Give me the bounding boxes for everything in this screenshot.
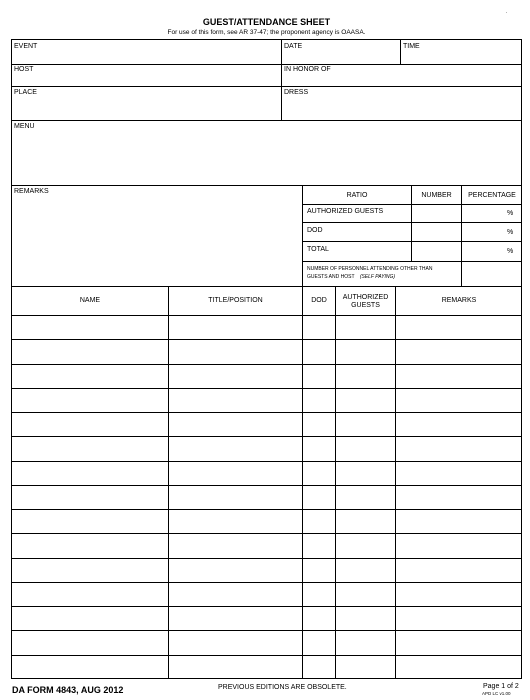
form-title: GUEST/ATTENDANCE SHEET [202,17,331,27]
name-cell[interactable] [12,389,168,412]
title-position-cell[interactable] [169,631,302,654]
remarks-cell[interactable] [396,462,521,485]
remarks-cell[interactable] [396,607,521,630]
authorized-guests-cell[interactable] [336,437,395,460]
title-position-cell[interactable] [169,534,302,557]
name-cell[interactable] [12,365,168,388]
dod-cell[interactable] [303,462,335,485]
dod-ratio-label: DOD [307,227,323,234]
dod-cell[interactable] [303,607,335,630]
authorized-guests-cell[interactable] [336,413,395,436]
remarks-cell[interactable] [396,656,521,679]
name-cell[interactable] [12,510,168,533]
name-column-header: NAME [79,297,101,304]
authorized-header-line: AUTHORIZED [342,294,389,301]
percentage-header: PERCENTAGE [468,192,516,199]
name-cell[interactable] [12,437,168,460]
dod-cell[interactable] [303,583,335,606]
dod-cell[interactable] [303,316,335,339]
authorized-guests-cell[interactable] [336,559,395,582]
title-position-cell[interactable] [169,389,302,412]
personnel-note-guests-host: GUESTS AND HOST [307,274,355,280]
name-cell[interactable] [12,413,168,436]
remarks-label: REMARKS [14,188,49,195]
remarks-cell[interactable] [396,437,521,460]
dress-label: DRESS [284,89,309,96]
title-position-cell[interactable] [169,340,302,363]
authorized-guests-cell[interactable] [336,607,395,630]
event-field[interactable] [12,52,280,64]
date-label: DATE [284,43,303,50]
menu-field[interactable] [12,131,521,184]
divider [11,120,522,121]
personnel-note-line2 [307,273,395,281]
dod-column-header: DOD [311,297,327,304]
authorized-guests-percentage-field[interactable] [462,205,512,222]
dod-cell[interactable] [303,559,335,582]
divider [11,185,522,186]
total-number-field[interactable] [412,242,461,261]
authorized-guests-cell[interactable] [336,486,395,509]
authorized-guests-number-field[interactable] [412,205,461,222]
authorized-guests-cell[interactable] [336,316,395,339]
place-label: PLACE [14,89,37,96]
authorized-guests-cell[interactable] [336,340,395,363]
title-position-cell[interactable] [169,413,302,436]
title-position-cell[interactable] [169,607,302,630]
remarks-cell[interactable] [396,389,521,412]
title-position-column-header: TITLE/POSITION [208,297,263,304]
host-field[interactable] [12,74,280,86]
form-number: DA FORM 4843, AUG 2012 [12,685,124,695]
title-position-cell[interactable] [169,365,302,388]
name-cell[interactable] [12,340,168,363]
title-position-cell[interactable] [169,656,302,679]
dod-cell[interactable] [303,486,335,509]
page-number: Page 1 of 2 [483,683,519,690]
title-position-cell[interactable] [169,462,302,485]
in-honor-of-field[interactable] [283,74,521,86]
divider [11,286,522,287]
authorized-guests-cell[interactable] [336,631,395,654]
total-label: TOTAL [307,246,329,253]
remarks-cell[interactable] [396,316,521,339]
dod-cell[interactable] [303,413,335,436]
name-cell[interactable] [12,631,168,654]
divider [400,39,401,64]
menu-label: MENU [14,123,35,130]
title-position-cell[interactable] [169,583,302,606]
remarks-cell[interactable] [396,340,521,363]
name-cell[interactable] [12,607,168,630]
name-cell[interactable] [12,656,168,679]
divider [281,39,282,120]
remarks-column-header: REMARKS [441,297,477,304]
time-label: TIME [403,43,420,50]
name-cell[interactable] [12,486,168,509]
previous-editions-note: PREVIOUS EDITIONS ARE OBSOLETE. [218,684,347,691]
percent-sign: % [507,248,514,255]
percent-sign: % [507,210,514,217]
remarks-cell[interactable] [396,631,521,654]
authorized-guests-cell[interactable] [336,365,395,388]
dod-cell[interactable] [303,340,335,363]
remarks-field[interactable] [12,196,301,285]
authorized-guests-cell[interactable] [336,510,395,533]
ratio-header: RATIO [346,192,368,199]
name-cell[interactable] [12,462,168,485]
guests-header-line: GUESTS [351,302,380,309]
in-honor-of-label: IN HONOR OF [284,66,331,73]
name-cell[interactable] [12,559,168,582]
title-position-cell[interactable] [169,559,302,582]
divider [11,64,522,65]
authorized-guests-cell[interactable] [336,389,395,412]
percent-sign: % [507,229,514,236]
remarks-cell[interactable] [396,583,521,606]
dod-cell[interactable] [303,389,335,412]
authorized-guests-column-header [336,294,395,310]
divider [302,185,303,286]
personnel-note-line1: NUMBER OF PERSONNEL ATTENDING OTHER THAN [307,266,433,272]
name-cell[interactable] [12,583,168,606]
remarks-cell[interactable] [396,413,521,436]
remarks-cell[interactable] [396,534,521,557]
total-percentage-field[interactable] [462,242,512,261]
host-label: HOST [14,66,34,73]
form-subtitle: For use of this form, see AR 37-47; the proponent agency is OAASA. [167,29,366,36]
dod-cell[interactable] [303,631,335,654]
personnel-note-self-paying: (SELF PAYING) [359,274,396,280]
dod-cell[interactable] [303,534,335,557]
divider [11,86,522,87]
place-field[interactable] [12,97,280,119]
authorized-guests-cell[interactable] [336,462,395,485]
title-position-cell[interactable] [169,437,302,460]
title-position-cell[interactable] [169,316,302,339]
personnel-count-field[interactable] [462,262,521,286]
authorized-guests-cell[interactable] [336,534,395,557]
number-header: NUMBER [421,192,452,199]
dod-percentage-field[interactable] [462,223,512,241]
time-field[interactable] [402,52,521,64]
apd-version: APD LC v1.00 [482,691,511,696]
dod-cell[interactable] [303,510,335,533]
remarks-cell[interactable] [396,559,521,582]
title-position-cell[interactable] [169,486,302,509]
dress-field[interactable] [283,97,521,119]
corner-mark: . [506,9,508,15]
dod-number-field[interactable] [412,223,461,241]
authorized-guests-cell[interactable] [336,656,395,679]
name-cell[interactable] [12,534,168,557]
event-label: EVENT [14,43,38,50]
dod-cell[interactable] [303,365,335,388]
title-position-cell[interactable] [169,510,302,533]
remarks-cell[interactable] [396,365,521,388]
remarks-cell[interactable] [396,510,521,533]
authorized-guests-label: AUTHORIZED GUESTS [307,208,384,215]
remarks-cell[interactable] [396,486,521,509]
dod-cell[interactable] [303,437,335,460]
dod-cell[interactable] [303,656,335,679]
authorized-guests-cell[interactable] [336,583,395,606]
name-cell[interactable] [12,316,168,339]
date-field[interactable] [283,52,399,64]
